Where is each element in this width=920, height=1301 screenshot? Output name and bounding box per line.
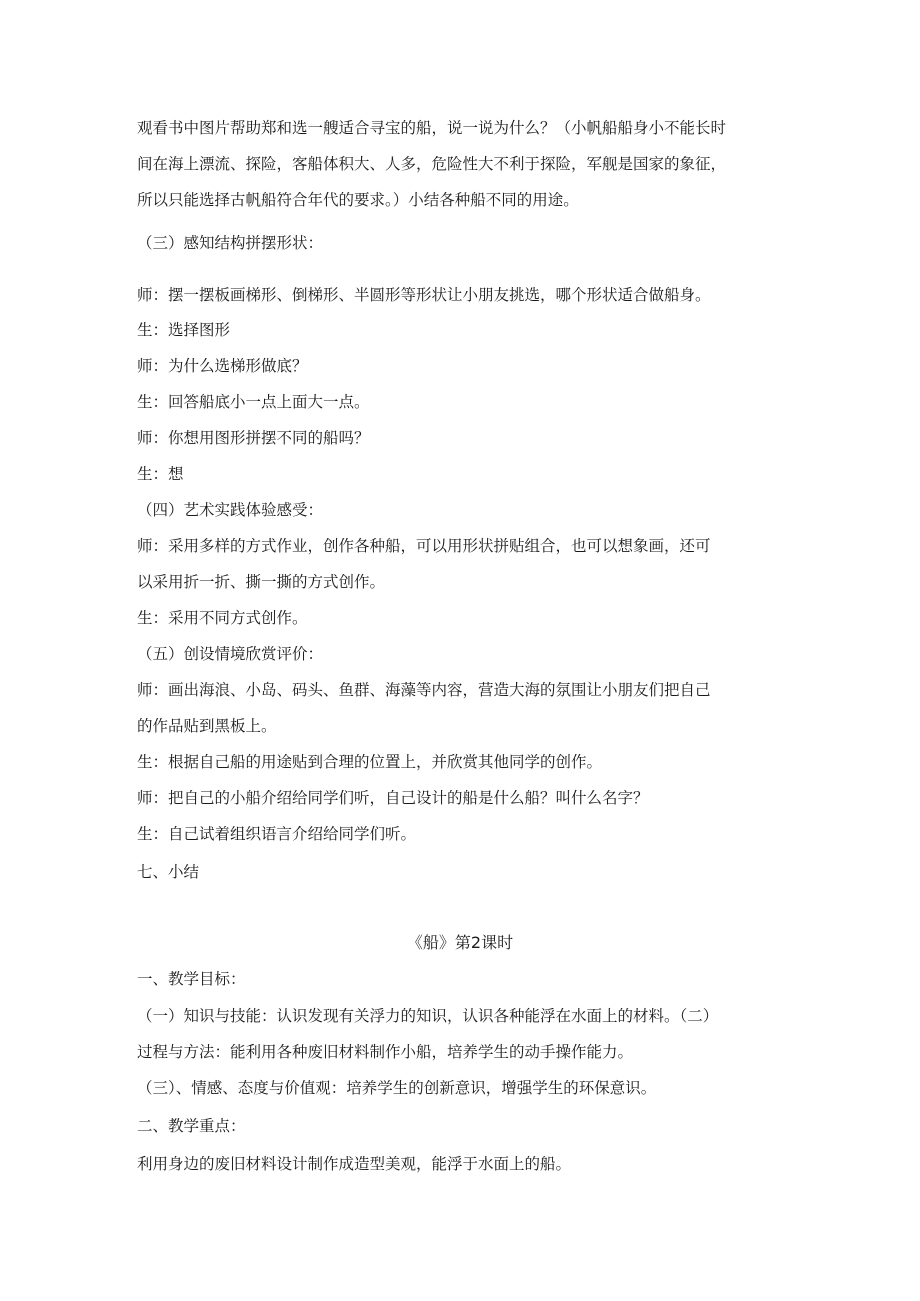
dialogue-line: 师：采用多样的方式作业，创作各种船，可以用形状拼贴组合，也可以想象画，还可 <box>137 537 711 555</box>
lesson-title: 《船》第2课时 <box>406 933 514 952</box>
paragraph-line: 利用身边的废旧材料设计制作成造型美观，能浮于水面上的船。 <box>137 1155 572 1173</box>
dialogue-line: 生：回答船底小一点上面大一点。 <box>137 393 370 411</box>
dialogue-line: 师：为什么选梯形做底？ <box>137 357 308 375</box>
dialogue-line: 生：选择图形 <box>137 321 231 339</box>
section-heading: （三）感知结构拼摆形状： <box>137 234 324 252</box>
dialogue-line: 师：画出海浪、小岛、码头、鱼群、海藻等内容，营造大海的氛围让小朋友们把自己 <box>137 681 711 699</box>
paragraph-line: （三）、情感、态度与价值观：培养学生的创新意识，增强学生的环保意识。 <box>137 1079 657 1097</box>
dialogue-line: 生：想 <box>137 465 184 483</box>
dialogue-line: 的作品贴到黑板上。 <box>137 717 277 735</box>
dialogue-line: 生：根据自己船的用途贴到合理的位置上，并欣赏其他同学的创作。 <box>137 753 603 771</box>
section-heading: 二、教学重点： <box>137 1117 246 1135</box>
dialogue-line: 以采用折一折、撕一撕的方式创作。 <box>137 573 386 591</box>
dialogue-line: 师：把自己的小船介绍给同学们听，自己设计的船是什么船？叫什么名字？ <box>137 789 649 807</box>
paragraph-line: （一）知识与技能：认识发现有关浮力的知识，认识各种能浮在水面上的材料。（二） <box>137 1007 719 1025</box>
section-heading: 七、小结 <box>137 863 200 881</box>
paragraph-line: 过程与方法：能利用各种废旧材料制作小船，培养学生的动手操作能力。 <box>137 1043 634 1061</box>
section-heading: 一、教学目标： <box>137 970 246 988</box>
paragraph-line: 观看书中图片帮助郑和选一艘适合寻宝的船，说一说为什么？（小帆船船身小不能长时 <box>137 119 727 137</box>
dialogue-line: 生：采用不同方式创作。 <box>137 609 308 627</box>
dialogue-line: 师：摆一摆板画梯形、倒梯形、半圆形等形状让小朋友挑选，哪个形状适合做船身。 <box>137 286 711 304</box>
section-heading: （四）艺术实践体验感受： <box>137 501 324 519</box>
paragraph-line: 间在海上漂流、探险，客船体积大、人多，危险性大不利于探险，军舰是国家的象征， <box>137 155 727 173</box>
dialogue-line: 生：自己试着组织语言介绍给同学们听。 <box>137 825 417 843</box>
section-heading: （五）创设情境欣赏评价： <box>137 645 324 663</box>
dialogue-line: 师：你想用图形拼摆不同的船吗？ <box>137 429 370 447</box>
paragraph-line: 所以只能选择古帆船符合年代的要求。）小结各种船不同的用途。 <box>137 191 579 209</box>
